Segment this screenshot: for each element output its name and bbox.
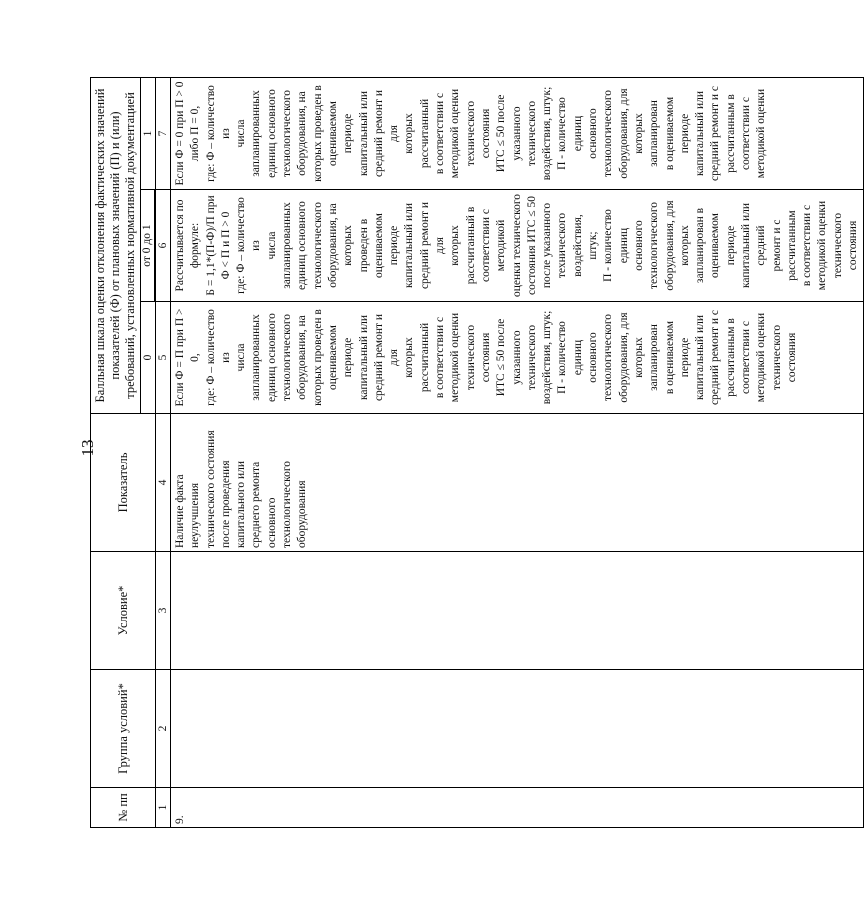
cell-line: средний ремонт и с	[709, 309, 722, 406]
cell-line: капитальный или средний	[739, 203, 768, 288]
cell-line: которых рассчитанный в	[449, 206, 477, 285]
row-indicator: Наличие факта неулучшения технического состояния после проведения капитального или среднего ремонта основного технологического оборудования	[171, 414, 864, 552]
cell-line: П - количество единиц	[602, 209, 630, 282]
cell-line: Рассчитывается по	[174, 199, 186, 292]
score-one-cell	[171, 77, 864, 189]
header-number: № пп	[91, 788, 156, 828]
cell-line: которых запланирован	[632, 324, 661, 391]
cell-line: в оцениваемом периоде	[663, 320, 691, 395]
header-indicator: Показатель	[91, 414, 156, 552]
cell-line: либо П = 0,	[189, 105, 202, 162]
cell-line: основного	[587, 108, 600, 159]
header-group: Группа условий*	[91, 670, 156, 788]
column-number: 1	[156, 788, 171, 828]
column-number: 4	[156, 414, 171, 552]
cell-line: оборудования, на	[296, 91, 309, 176]
cell-line: технического состояния	[464, 324, 492, 391]
cell-line: методикой оценки	[755, 312, 768, 403]
cell-line: единиц основного	[265, 313, 278, 402]
header-scale-range: от 0 до 1	[141, 190, 155, 302]
cell-line: капитальный или	[694, 91, 707, 176]
cell-line: единиц основного	[296, 201, 309, 290]
cell-line: оборудования, для	[663, 200, 676, 291]
score-zero-cell	[171, 302, 864, 414]
cell-line: методикой оценки	[449, 88, 462, 179]
scoring-table	[90, 77, 864, 828]
cell-line: где: Ф – количество из	[204, 85, 232, 182]
column-number: 7	[156, 77, 171, 189]
cell-line: Ф < П и П > 0	[219, 211, 232, 280]
cell-line: средний ремонт и для	[372, 313, 401, 402]
cell-line: капитальный или	[357, 315, 370, 400]
cell-line: технического состояния	[831, 212, 860, 279]
cell-line: в соответствии с	[434, 92, 447, 175]
table-row	[171, 77, 864, 827]
cell-line: технологического	[602, 313, 615, 402]
row-condition	[171, 552, 864, 670]
rotated-table-page	[90, 78, 860, 828]
cell-line: в соответствии с	[801, 204, 814, 287]
cell-line: ИТС ≤ 50 после	[495, 94, 508, 173]
cell-line: где: Ф – количество из	[235, 197, 263, 294]
cell-line: проведен в оцениваемом	[357, 213, 385, 278]
cell-line: которых запланирован	[632, 100, 661, 167]
cell-line: которых проведен в	[311, 309, 324, 406]
cell-line: средний ремонт и для	[418, 201, 447, 290]
cell-line: которых рассчитанный	[403, 98, 431, 169]
cell-line: П - количество единиц	[556, 321, 584, 394]
cell-line: методикой оценки	[816, 200, 829, 291]
cell-line: оцениваемом периоде	[709, 213, 737, 278]
column-number: 6	[156, 190, 171, 302]
score-range-cell	[171, 190, 864, 302]
cell-line: технического воздействия,	[556, 212, 584, 279]
cell-line: формуле:	[189, 222, 202, 269]
header-scale-zero: 0	[141, 302, 156, 414]
cell-line: указанного	[510, 106, 523, 161]
cell-line: средний ремонт и для	[372, 89, 401, 178]
cell-line: технического состояния	[770, 324, 798, 391]
page-number: 13	[78, 439, 97, 457]
cell-line: капитальный или	[357, 91, 370, 176]
cell-line: соответствии с методикой	[479, 209, 508, 282]
cell-line: методикой оценки	[449, 312, 462, 403]
cell-line: которых рассчитанный	[403, 322, 431, 393]
cell-line: методикой оценки	[755, 88, 768, 179]
cell-line: технологического	[311, 201, 324, 290]
cell-line: состояния ИТС ≤ 50	[525, 196, 538, 295]
cell-line: штук;	[587, 231, 600, 260]
cell-line: технического	[525, 100, 538, 167]
cell-line: П - количество единиц	[556, 97, 584, 170]
cell-line: рассчитанным в	[724, 94, 737, 173]
cell-line: ИТС ≤ 50 после	[495, 318, 508, 397]
cell-line: Если Ф = 0 при П > 0	[174, 81, 186, 186]
cell-line: оцениваемом периоде	[326, 325, 355, 390]
cell-line: соответствии с	[739, 321, 752, 394]
cell-line: единиц основного	[265, 89, 278, 178]
cell-line: оборудования, на которых	[326, 203, 355, 288]
cell-line: числа запланированных	[265, 202, 294, 289]
cell-line: оборудования, для	[617, 312, 630, 403]
cell-line: соответствии с	[739, 97, 752, 170]
column-number: 5	[156, 302, 171, 414]
column-number: 2	[156, 670, 171, 788]
cell-line: технологического	[602, 89, 615, 178]
row-number: 9.	[171, 788, 864, 828]
cell-line: оценки технического	[510, 193, 523, 298]
cell-line: технологического	[281, 313, 294, 402]
cell-line: ремонт и с рассчитанным	[770, 210, 798, 281]
cell-line: оборудования, для	[617, 88, 630, 179]
cell-line: основного	[587, 332, 600, 383]
cell-line: средний ремонт и с	[709, 85, 722, 182]
cell-line: воздействия, штук;	[541, 310, 554, 405]
cell-line: числа запланированных	[235, 314, 263, 401]
header-scale-one: 1	[141, 77, 156, 189]
row-group	[171, 670, 864, 788]
header-condition: Условие*	[91, 552, 156, 670]
column-number: 3	[156, 552, 171, 670]
cell-line: которых проведен в	[311, 85, 324, 182]
cell-line: технологического	[281, 89, 294, 178]
cell-line: числа запланированных	[235, 90, 263, 177]
cell-line: технологического	[648, 201, 661, 290]
cell-line: после указанного	[541, 202, 554, 289]
cell-line: где: Ф – количество из	[204, 309, 232, 406]
header-scale-title: Балльная шкала оценки отклонения фактических значений показателей (Ф) от плановых значений (П) и (или) требований, установленных нормативной документацией	[91, 77, 141, 413]
cell-line: основного	[632, 220, 645, 271]
cell-line: оцениваемом периоде	[326, 101, 355, 166]
cell-line: указанного	[510, 330, 523, 385]
cell-line: технического состояния	[464, 100, 492, 167]
cell-line: технического	[525, 324, 538, 391]
cell-line: периоде капитальный или	[388, 203, 416, 288]
cell-line: Б = 1,1*(П-Ф)/П при	[204, 195, 217, 296]
cell-line: воздействия, штук;	[541, 86, 554, 181]
cell-line: капитальный или	[694, 315, 707, 400]
cell-line: в оцениваемом периоде	[663, 96, 691, 171]
cell-line: которых запланирован в	[678, 207, 707, 284]
cell-line: рассчитанным в	[724, 318, 737, 397]
cell-line: Если Ф = П при П > 0,	[174, 308, 202, 407]
cell-line: оборудования, на	[296, 315, 309, 400]
cell-line: в соответствии с	[434, 316, 447, 399]
